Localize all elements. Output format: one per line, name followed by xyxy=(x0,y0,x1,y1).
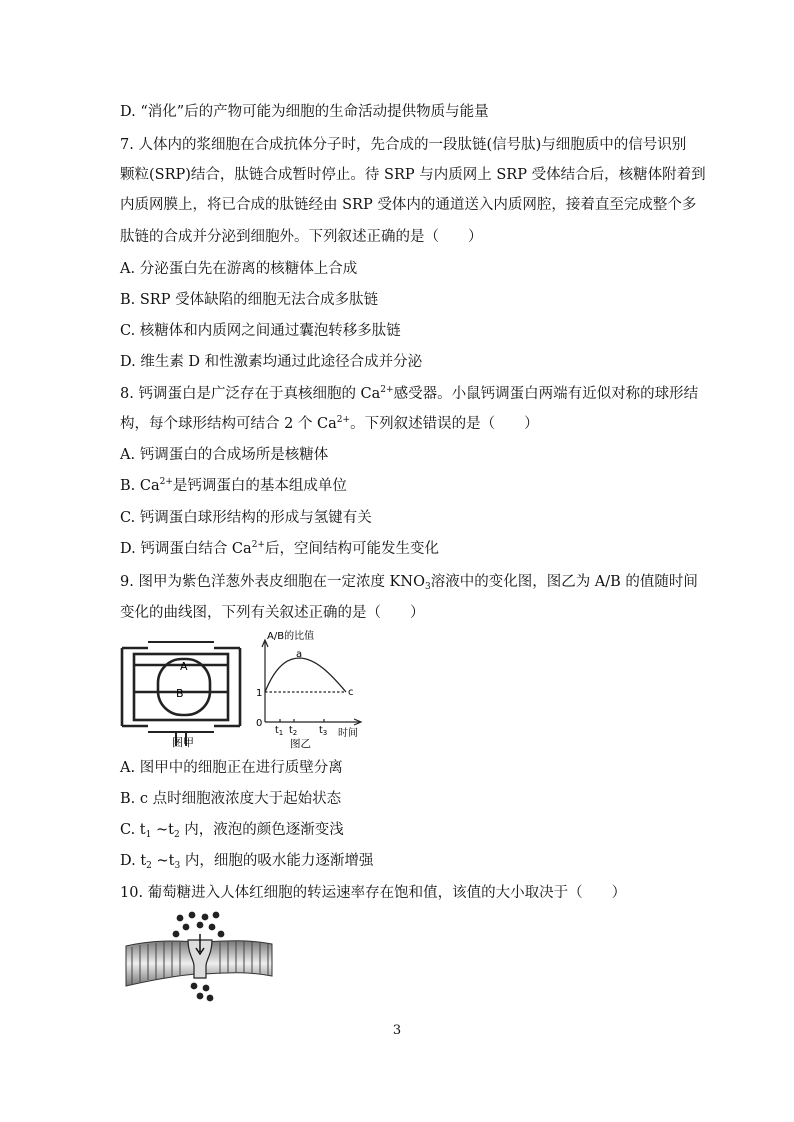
q9-stem-line1: 9. 图甲为紫色洋葱外表皮细胞在一定浓度 $KNO_3$溶液中的变化图，图乙为 A/B 的值随时间 xyxy=(120,574,698,592)
q7-option-a: A. 分泌蛋白先在游离的核糖体上合成 xyxy=(120,261,358,277)
glucose-molecules-outside xyxy=(173,912,225,938)
tick-t1: $t_1$ xyxy=(275,725,284,737)
q8-stem-line1: 8. 钙调蛋白是广泛存在于真核细胞的 $Ca^{2+}$感受器。小鼠钙调蛋白两端有近似对称的球形结 xyxy=(120,385,699,402)
q9-option-d: D. $t_2$ $\sim t_3$ 内，细胞的吸水能力逐渐增强 xyxy=(120,853,374,871)
q10-stem-line1: 10. 葡萄糖进入人体红细胞的转运速率存在饱和值，该值的大小取决于（ ） xyxy=(120,885,627,901)
q7-option-b: B. SRP 受体缺陷的细胞无法合成多肽链 xyxy=(120,292,379,308)
q7-stem-line1: 7. 人体内的浆细胞在合成抗体分子时，先合成的一段肽链(信号肽)与细胞质中的信号识别 xyxy=(120,137,687,153)
fig-jia-caption: 图甲 xyxy=(172,736,194,748)
q8-option-c: C. 钙调蛋白球形结构的形成与氢键有关 xyxy=(120,510,372,526)
q9-option-c: C. $t_1$ $\sim t_2$ 内，液泡的颜色逐渐变浅 xyxy=(120,822,344,840)
q7-option-c: C. 核糖体和内质网之间通过囊泡转移多肽链 xyxy=(120,323,401,339)
tick-t2: $t_2$ xyxy=(289,725,298,737)
q7-option-d: D. 维生素 D 和性激素均通过此途径合成并分泌 xyxy=(120,354,423,370)
q7-stem-line2: 颗粒(SRP)结合，肽链合成暂时停止。待 SRP 与内质网上 SRP 受体结合后，核糖体附着到 xyxy=(120,167,706,183)
fig-yi-ylabel: A/B的比值 xyxy=(267,631,315,642)
point-a-label: a xyxy=(296,649,303,660)
y-one-label: 1 xyxy=(256,688,263,699)
q7-stem-line4: 肽链的合成并分泌到细胞外。下列叙述正确的是（ ） xyxy=(120,229,483,245)
q7-stem-line3: 内质网膜上，将已合成的肽链经由 SRP 受体内的通道送入内质网腔，接着直至完成整个多 xyxy=(120,197,697,213)
origin-label: 0 xyxy=(256,718,263,729)
point-c-label: c xyxy=(348,687,354,698)
ratio-curve xyxy=(265,658,346,692)
q6-option-d: D. “消化”后的产物可能为细胞的生命活动提供物质与能量 xyxy=(120,104,489,120)
q9-option-a: A. 图甲中的细胞正在进行质壁分离 xyxy=(120,760,343,776)
tick-t3: $t_3$ xyxy=(319,725,328,737)
q9-option-b: B. c 点时细胞液浓度大于起始状态 xyxy=(120,791,342,807)
q8-option-b: B. $Ca^{2+}$是钙调蛋白的基本组成单位 xyxy=(120,477,347,494)
membrane-transport-figure xyxy=(120,910,276,1006)
fig-yi-xlabel: 时间 xyxy=(338,728,358,739)
fig-yi-caption: 图乙 xyxy=(290,738,311,750)
q8-stem-line2: 构，每个球形结构可结合 2 个 $Ca^{2+}$。下列叙述错误的是（ ） xyxy=(120,415,539,432)
page-number: 3 xyxy=(392,1023,402,1038)
q8-option-a: A. 钙调蛋白的合成场所是核糖体 xyxy=(120,447,329,463)
figure-yi-chart xyxy=(250,628,380,750)
fig-jia-label-b: B xyxy=(176,687,184,700)
figure-jia-cell xyxy=(118,636,244,748)
q9-stem-line2: 变化的曲线图，下列有关叙述正确的是（ ） xyxy=(120,605,425,621)
glucose-molecules-inside xyxy=(191,983,214,1002)
fig-jia-label-a: A xyxy=(180,660,188,673)
q8-option-d: D. 钙调蛋白结合 $Ca^{2+}$后，空间结构可能发生变化 xyxy=(120,540,439,557)
